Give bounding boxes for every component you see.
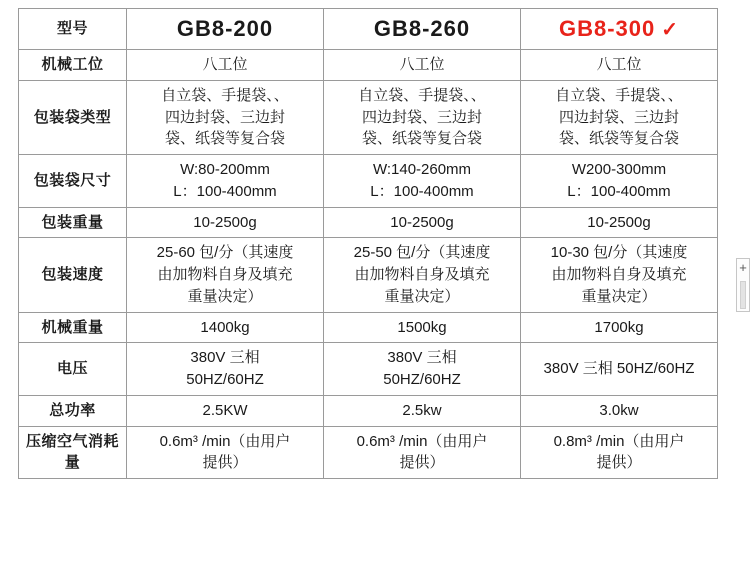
side-scroll-widget[interactable]: [736, 258, 750, 312]
check-mark-icon: ✓: [661, 19, 680, 41]
cell-total-power-200: 2.5KW: [127, 395, 324, 426]
row-label-total-power: 总功率: [19, 395, 127, 426]
table-row: [19, 395, 718, 426]
cell-machine-weight-260: 1500kg: [324, 312, 521, 343]
cell-machine-stations-200: 八工位: [127, 50, 324, 81]
table-row: [19, 238, 718, 312]
cell-machine-weight-300: 1700kg: [521, 312, 718, 343]
cell-air-consumption-260: 0.6m³ /min（由用户 提供）: [324, 426, 521, 479]
cell-total-power-260: 2.5kw: [324, 395, 521, 426]
row-label-bag-type: 包装袋类型: [19, 80, 127, 154]
model-name-3: GB8-300: [558, 16, 656, 41]
cell-machine-stations-300: 八工位: [521, 50, 718, 81]
header-cell-model-1: [127, 9, 324, 50]
expand-button[interactable]: +: [739, 260, 747, 275]
model-name-2: GB8-260: [373, 16, 471, 42]
row-label-machine-weight: 机械重量: [19, 312, 127, 343]
cell-voltage-200: 380V 三相 50HZ/60HZ: [127, 343, 324, 396]
cell-bag-type-200: 自立袋、手提袋、、 四边封袋、三边封 袋、纸袋等复合袋: [127, 80, 324, 154]
cell-voltage-300: 380V 三相 50HZ/60HZ: [521, 343, 718, 396]
table-row: [19, 426, 718, 479]
cell-machine-weight-200: 1400kg: [127, 312, 324, 343]
header-cell-model-2: [324, 9, 521, 50]
cell-total-power-300: 3.0kw: [521, 395, 718, 426]
cell-bag-type-260: 自立袋、手提袋、、 四边封袋、三边封 袋、纸袋等复合袋: [324, 80, 521, 154]
row-label-machine-stations: 机械工位: [19, 50, 127, 81]
row-label-bag-size: 包装袋尺寸: [19, 155, 127, 208]
scrollbar-thumb[interactable]: [740, 281, 746, 309]
specification-table: [18, 8, 718, 479]
cell-bag-size-300: W200-300mm L：100-400mm: [521, 155, 718, 208]
row-label-air-consumption: 压缩空气消耗量: [19, 426, 127, 479]
cell-voltage-260: 380V 三相 50HZ/60HZ: [324, 343, 521, 396]
table-row: [19, 155, 718, 208]
table-header-row: [19, 9, 718, 50]
table-row: [19, 343, 718, 396]
cell-pack-weight-260: 10-2500g: [324, 207, 521, 238]
cell-pack-speed-300: 10-30 包/分（其速度 由加物料自身及填充 重量决定）: [521, 238, 718, 312]
model-name-1: GB8-200: [176, 16, 274, 42]
cell-bag-size-260: W:140-260mm L：100-400mm: [324, 155, 521, 208]
cell-bag-size-200: W:80-200mm L：100-400mm: [127, 155, 324, 208]
table-row: [19, 50, 718, 81]
cell-air-consumption-200: 0.6m³ /min（由用户 提供）: [127, 426, 324, 479]
header-cell-model-3: [521, 9, 718, 50]
table-row: [19, 207, 718, 238]
row-label-voltage: 电压: [19, 343, 127, 396]
row-label-pack-speed: 包装速度: [19, 238, 127, 312]
cell-air-consumption-300: 0.8m³ /min（由用户 提供）: [521, 426, 718, 479]
cell-pack-speed-260: 25-50 包/分（其速度 由加物料自身及填充 重量决定）: [324, 238, 521, 312]
cell-bag-type-300: 自立袋、手提袋、、 四边封袋、三边封 袋、纸袋等复合袋: [521, 80, 718, 154]
table-row: [19, 312, 718, 343]
table-row: [19, 80, 718, 154]
row-label-pack-weight: 包装重量: [19, 207, 127, 238]
cell-pack-weight-300: 10-2500g: [521, 207, 718, 238]
cell-machine-stations-260: 八工位: [324, 50, 521, 81]
cell-pack-weight-200: 10-2500g: [127, 207, 324, 238]
header-cell-label: 型号: [19, 9, 127, 50]
cell-pack-speed-200: 25-60 包/分（其速度 由加物料自身及填充 重量决定）: [127, 238, 324, 312]
